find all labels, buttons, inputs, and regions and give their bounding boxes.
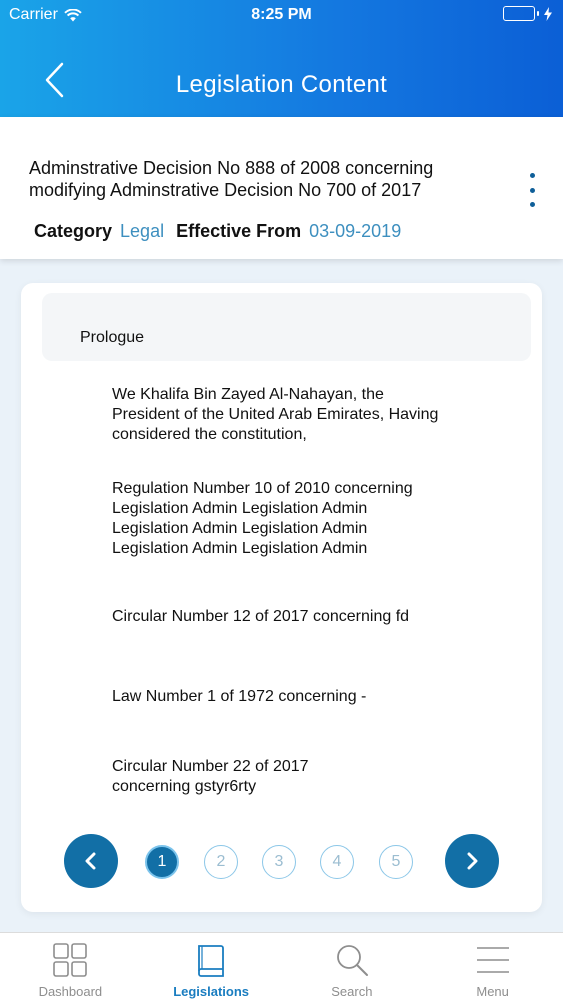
grid-icon xyxy=(52,942,88,978)
tab-legislations[interactable] xyxy=(141,933,282,1000)
page-button-4[interactable]: 4 xyxy=(320,845,354,879)
search-icon xyxy=(334,942,370,978)
tab-search[interactable] xyxy=(282,933,423,1000)
page-button-2[interactable]: 2 xyxy=(204,845,238,879)
content-paragraph-1: We Khalifa Bin Zayed Al-Nahayan, the President of the United Arab Emirates, Having considered the constitution, xyxy=(112,386,439,443)
page-button-1[interactable]: 1 xyxy=(145,845,179,879)
battery-indicator xyxy=(503,6,553,21)
section-title: Prologue xyxy=(80,329,145,346)
tab-dashboard[interactable] xyxy=(0,933,141,1000)
status-bar xyxy=(0,0,563,30)
effective-from-label: Effective From xyxy=(176,221,302,241)
chevron-right-icon xyxy=(465,852,479,870)
previous-page-button[interactable] xyxy=(64,834,118,888)
section-header xyxy=(42,293,531,361)
page-button-3[interactable]: 3 xyxy=(262,845,296,879)
more-options-button[interactable] xyxy=(522,173,542,207)
menu-icon xyxy=(475,942,511,978)
page-button-5[interactable]: 5 xyxy=(379,845,413,879)
document-meta xyxy=(34,221,405,242)
tab-dashboard-label: Dashboard xyxy=(38,984,103,999)
category-value[interactable]: Legal xyxy=(120,221,165,241)
charging-bolt-icon xyxy=(543,7,553,21)
tab-legislations-label: Legislations xyxy=(173,984,250,999)
more-vertical-icon-dot xyxy=(530,188,535,193)
tab-menu[interactable] xyxy=(422,933,563,1000)
battery-icon xyxy=(503,6,535,21)
legislation-content-card xyxy=(21,283,542,912)
more-vertical-icon xyxy=(530,173,535,178)
carrier-label: Carrier xyxy=(9,6,58,23)
tab-menu-label: Menu xyxy=(476,984,509,999)
document-title-line-1: Adminstrative Decision No 888 of 2008 concerning xyxy=(29,158,434,178)
tab-search-label: Search xyxy=(331,984,373,999)
content-paragraph-3[interactable]: Circular Number 12 of 2017 concerning fd xyxy=(112,608,410,625)
document-title-line-2: modifying Adminstrative Decision No 700 of 2017 xyxy=(29,180,422,200)
page-title: Legislation Content xyxy=(175,71,388,98)
document-title xyxy=(29,157,499,201)
chevron-left-icon xyxy=(84,852,98,870)
effective-from-value: 03-09-2019 xyxy=(309,221,402,241)
tab-bar xyxy=(0,932,563,1000)
book-icon xyxy=(193,942,229,978)
document-info-card xyxy=(0,117,563,259)
content-paragraph-4[interactable]: Law Number 1 of 1972 concerning - xyxy=(112,688,367,705)
status-time: 8:25 PM xyxy=(251,6,312,23)
content-paragraph-2[interactable]: Regulation Number 10 of 2010 concerning Legislation Admin Legislation Admin Legislation Admin Legislation Admin Legislation Admin Legislation Admin xyxy=(112,480,413,557)
category-label: Category xyxy=(34,221,113,241)
more-vertical-icon-dot xyxy=(530,202,535,207)
pagination xyxy=(21,834,542,890)
next-page-button[interactable] xyxy=(445,834,499,888)
content-paragraph-5[interactable]: Circular Number 22 of 2017 concerning gstyr6rty xyxy=(112,758,309,795)
app-header xyxy=(0,0,563,117)
